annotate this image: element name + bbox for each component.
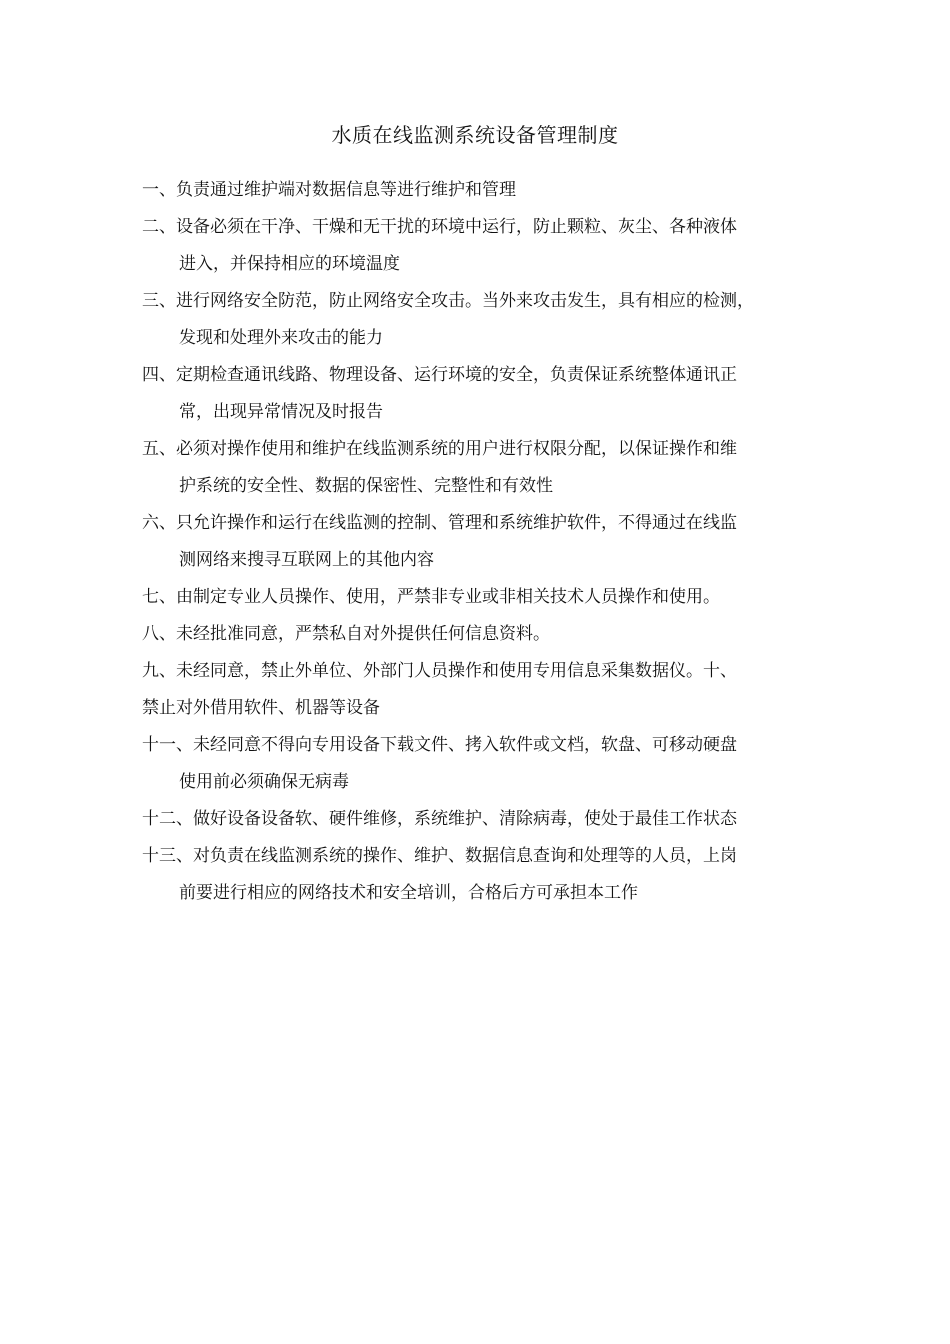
- clause-line: 二、设备必须在干净、干燥和无干扰的环境中运行，防止颗粒、灰尘、各种液体: [142, 217, 737, 237]
- clause-line: 护系统的安全性、数据的保密性、完整性和有效性: [179, 476, 553, 496]
- clause-line: 使用前必须确保无病毒: [179, 772, 349, 792]
- clause-line: 前要进行相应的网络技术和安全培训，合格后方可承担本工作: [179, 883, 638, 903]
- clause-line: 六、只允许操作和运行在线监测的控制、管理和系统维护软件，不得通过在线监: [142, 513, 737, 533]
- clause-item: [142, 172, 832, 209]
- clause-item: [142, 801, 832, 838]
- clause-item: [142, 653, 832, 727]
- clause-list: [142, 172, 832, 912]
- clause-item: [142, 579, 832, 616]
- clause-line: 四、定期检查通讯线路、物理设备、运行环境的安全，负责保证系统整体通讯正: [142, 365, 737, 385]
- clause-line: 七、由制定专业人员操作、使用，严禁非专业或非相关技术人员操作和使用。: [142, 587, 720, 607]
- clause-item: [142, 283, 832, 357]
- clause-item: [142, 357, 832, 431]
- clause-line: 禁止对外借用软件、机器等设备: [142, 698, 380, 718]
- clause-item: [142, 727, 832, 801]
- clause-item: [142, 838, 832, 912]
- clause-line: 进入，并保持相应的环境温度: [179, 254, 400, 274]
- clause-line: 测网络来搜寻互联网上的其他内容: [179, 550, 434, 570]
- page-title: 水质在线监测系统设备管理制度: [331, 123, 619, 147]
- clause-line: 一、负责通过维护端对数据信息等进行维护和管理: [142, 180, 516, 200]
- clause-item: [142, 616, 832, 653]
- clause-line: 三、进行网络安全防范，防止网络安全攻击。当外来攻击发生，具有相应的检测，: [142, 291, 754, 311]
- clause-line: 十三、对负责在线监测系统的操作、维护、数据信息查询和处理等的人员，上岗: [142, 846, 737, 866]
- clause-line: 十二、做好设备设备软、硬件维修，系统维护、清除病毒，使处于最佳工作状态: [142, 809, 737, 829]
- clause-line: 五、必须对操作使用和维护在线监测系统的用户进行权限分配，以保证操作和维: [142, 439, 737, 459]
- clause-line: 八、未经批准同意，严禁私自对外提供任何信息资料。: [142, 624, 550, 644]
- clause-line: 常，出现异常情况及时报告: [179, 402, 383, 422]
- clause-item: [142, 209, 832, 283]
- clause-line: 十一、未经同意不得向专用设备下载文件、拷入软件或文档，软盘、可移动硬盘: [142, 735, 737, 755]
- clause-item: [142, 505, 832, 579]
- clause-line: 九、未经同意，禁止外单位、外部门人员操作和使用专用信息采集数据仪。十、: [142, 661, 737, 681]
- clause-line: 发现和处理外来攻击的能力: [179, 328, 383, 348]
- clause-item: [142, 431, 832, 505]
